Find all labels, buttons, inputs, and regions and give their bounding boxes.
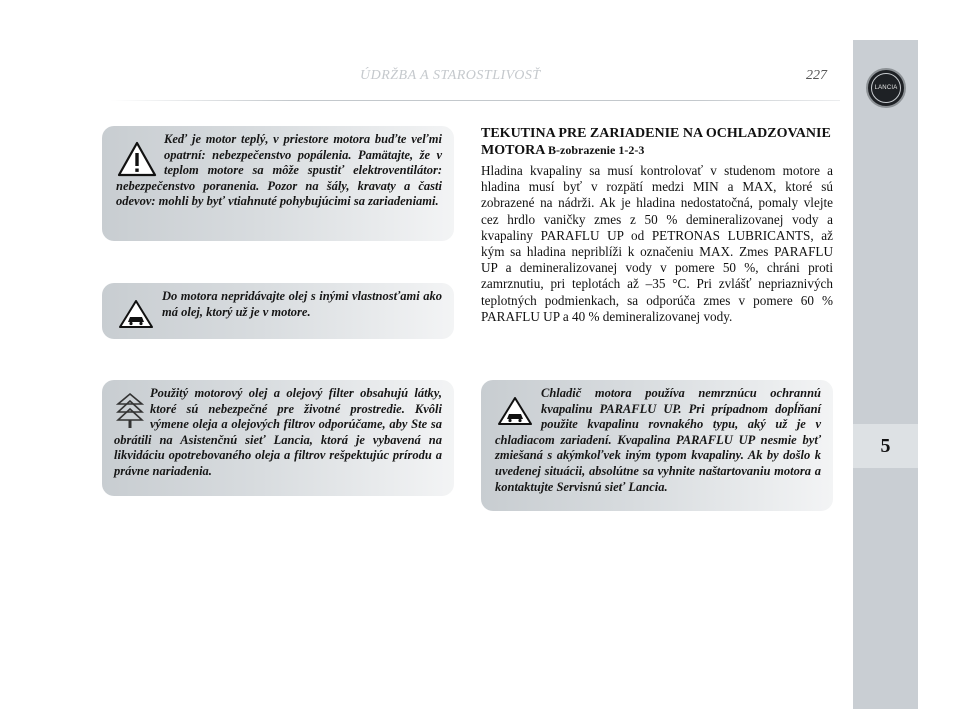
warning-text: Použitý motorový olej a olejový filter obsahujú látky, ktoré sú nebezpečné pre životné prostredie. Kvôli výmene oleja a olejových filtrov odporúčame, aby Ste sa obrátili na Asistenčnú sieť Lancia, ktorá je vybavená na likvidáciu opotrebovaného oleja a filtrov rešpektujúc prírodu a právne nariadenia. — [114, 386, 442, 478]
warning-box-coolant — [481, 380, 833, 511]
warning-text: Chladič motora používa nemrznúcu ochrannú kvapalinu PARAFLU UP. Pri prípadnom dopĺňaní použite kvapalinu rovnakého typu, aký už je v chladiacom zariadení. Kvapalina PARAFLU UP nesmie byť zmiešaná s akýmkoľvek iným typom kvapaliny. Ak by došlo k uvedenej situácii, absolútne sa vyhnite naštartovaniu motora a kontaktujte Servisnú sieť Lancia. — [495, 386, 821, 494]
section-title-ref: B-zobrazenie 1-2-3 — [548, 143, 645, 157]
environment-tree-icon — [114, 392, 146, 430]
page-header-title: ÚDRŽBA A STAROSTLIVOSŤ — [360, 68, 541, 83]
lancia-logo — [866, 68, 906, 108]
header-divider — [110, 100, 840, 101]
section-title — [481, 126, 841, 159]
warning-box-hot-engine — [102, 126, 454, 241]
chapter-sidebar — [853, 40, 918, 709]
section-title-text: TEKUTINA PRE ZARIADENIE NA OCHLADZOVANIE MOTORA — [481, 126, 831, 158]
car-warning-triangle-icon — [495, 392, 535, 430]
warning-box-environment — [102, 380, 454, 496]
page-number: 227 — [806, 68, 827, 83]
warning-text: Do motora nepridávajte olej s inými vlastnosťami ako má olej, ktorý už je v motore. — [162, 289, 442, 319]
car-warning-triangle-icon — [116, 295, 156, 333]
warning-box-oil — [102, 283, 454, 339]
chapter-tab[interactable]: 5 — [853, 424, 918, 468]
logo-text: LANCIA — [871, 73, 901, 103]
warning-text: Keď je motor teplý, v priestore motora buďte veľmi opatrní: nebezpečenstvo popálenia. Pamätajte, že v teplom motore sa môže spustiť elektroventilátor: nebezpečenstvo poranenia. Pozor na šály, kravaty a časti odevov: mohli by byť vtiahnuté pohybujúcimi sa zariadeniami. — [116, 132, 442, 209]
section-body: Hladina kvapaliny sa musí kontrolovať v studenom motore a hladina musí byť v rozpätí medzi MIN a MAX, ktoré sú zobrazené na nádrži. Ak je hladina nedostatočná, pomaly vlejte cez hrdlo vaničky zmes z 50 % demineralizovanej vody a kvapaliny PARAFLU UP od PETRONAS LUBRICANTS, až kým sa hladina nepriblíži k označeniu MAX. Zmes PARAFLU UP a demineralizovanej vody v pomere 50 %, chráni proti zamrznutiu, pri teplotách až –35 °C. Pri zvlášť nepriaznivých teplotných podmienkach, sa odporúča zmes v pomere 60 % PARAFLU UP a 40 % demineralizovanej vody. — [481, 163, 833, 324]
warning-triangle-icon — [116, 140, 158, 178]
